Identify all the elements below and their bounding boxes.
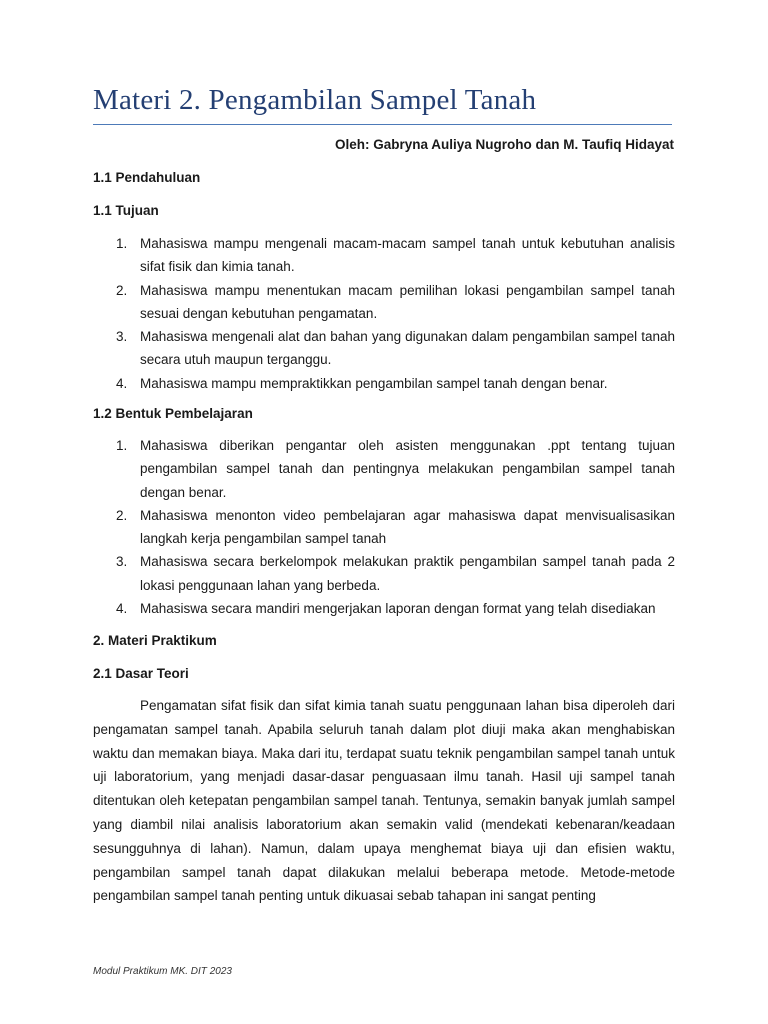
list-text: Mahasiswa menonton video pembelajaran agar mahasiswa dapat menvisualisasikan langkah kerja pengambilan sampel tanah [140, 507, 675, 547]
list-item [93, 279, 675, 326]
list-text: Mahasiswa mampu mengenali macam-macam sampel tanah untuk kebutuhan analisis sifat fisik dan kimia tanah. [140, 236, 675, 275]
page-title: Materi 2. Pengambilan Sampel Tanah [93, 84, 537, 116]
page-footer: Modul Praktikum MK. DIT 2023 [93, 966, 232, 977]
heading-dasar-teori: 2.1 Dasar Teori [93, 666, 189, 681]
list-item [93, 434, 675, 504]
list-text: Mahasiswa mampu mempraktikkan pengambilan sampel tanah dengan benar. [140, 375, 608, 391]
list-number: 3. [116, 554, 128, 570]
title-underline [93, 124, 672, 125]
list-text: Mahasiswa secara mandiri mengerjakan laporan dengan format yang telah disediakan [140, 601, 656, 617]
list-text: Mahasiswa mengenali alat dan bahan yang digunakan dalam pengambilan sampel tanah secara utuh maupun terganggu. [140, 329, 675, 368]
list-item [93, 504, 675, 551]
bentuk-list [93, 434, 675, 620]
list-item [93, 372, 675, 395]
list-number: 4. [116, 601, 128, 617]
list-number: 1. [116, 236, 128, 251]
tujuan-list [93, 232, 675, 395]
list-number: 1. [116, 438, 128, 453]
list-item [93, 232, 675, 279]
list-item [93, 325, 675, 372]
list-text: Mahasiswa diberikan pengantar oleh asisten menggunakan .ppt tentang tujuan pengambilan sampel tanah dan pentingnya melakukan pengambilan sampel tanah dengan benar. [140, 438, 675, 500]
heading-materi-praktikum: 2. Materi Praktikum [93, 633, 217, 648]
list-number: 4. [116, 375, 128, 391]
list-text: Mahasiswa secara berkelompok melakukan praktik pengambilan sampel tanah pada 2 lokasi penggunaan lahan yang berbeda. [140, 554, 675, 593]
list-item [93, 597, 675, 620]
heading-bentuk-pembelajaran: 1.2 Bentuk Pembelajaran [93, 406, 253, 421]
body-paragraph: Pengamatan sifat fisik dan sifat kimia tanah suatu penggunaan lahan bisa diperoleh dari pengamatan sampel tanah. Apabila seluruh tanah dalam plot diuji maka akan menghabiskan waktu dan memakan biaya. Maka dari itu, terdapat suatu teknik pengambilan sampel tanah untuk uji laboratorium, yang menjadi dasar-dasar penguasaan ilmu tanah. Hasil uji sampel tanah ditentukan oleh ketepatan pengambilan sampel tanah. Tentunya, semakin banyak jumlah sampel yang diambil nilai analisis laboratorium akan semakin valid (mendekati kebenaran/keadaan sesungguhnya di lahan). Namun, dalam upaya menghemat biaya uji dan efisien waktu, pengambilan sampel tanah dapat dilakukan melalui beberapa metode. Metode-metode pengambilan sampel tanah penting untuk dikuasai sebab tahapan ini sangat penting [93, 698, 675, 904]
author-byline: Oleh: Gabryna Auliya Nugroho dan M. Taufiq Hidayat [334, 137, 674, 152]
list-text: Mahasiswa mampu menentukan macam pemilihan lokasi pengambilan sampel tanah sesuai dengan kebutuhan pengamatan. [140, 282, 675, 321]
list-number: 2. [116, 507, 128, 523]
list-number: 2. [116, 282, 128, 298]
list-number: 3. [116, 329, 128, 345]
heading-tujuan: 1.1 Tujuan [93, 203, 159, 218]
heading-pendahuluan: 1.1 Pendahuluan [93, 170, 201, 185]
list-item [93, 550, 675, 597]
